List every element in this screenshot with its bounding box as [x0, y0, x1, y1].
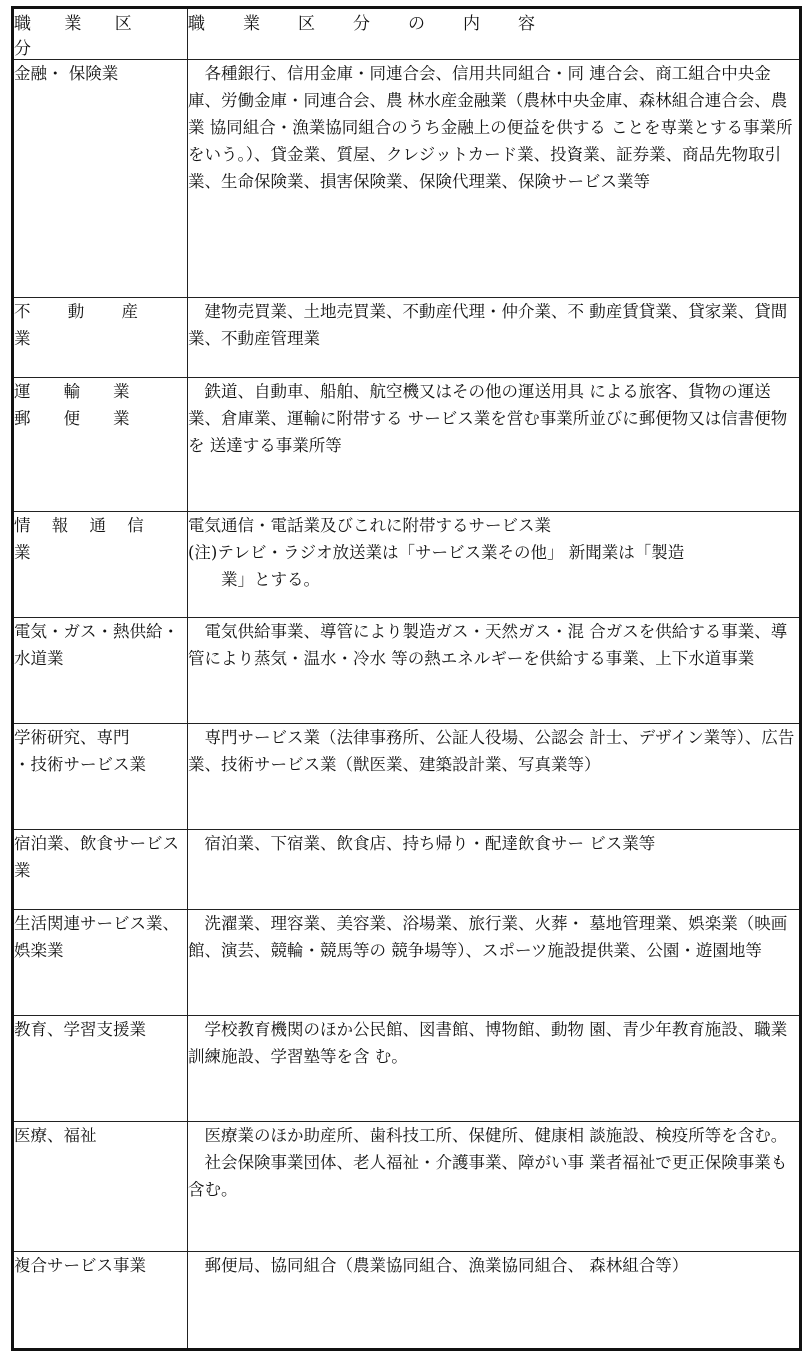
table-row: [13, 910, 801, 1016]
row-category: 学術研究、専門 ・技術サービス業: [13, 724, 188, 830]
row-content: 各種銀行、信用金庫・同連合会、信用共同組合・同 連合会、商工組合中央金庫、労働金庫・同連合会、農 林水産金融業（農林中央金庫、森林組合連合会、農業 協同組合・漁業協同組合のうち金融上の便益を供する ことを専業とする事業所をいう。）、貸金業、質屋、クレジットカード業、投資業、証券業、商品先物取引 業、生命保険業、損害保険業、保険代理業、保険サービス業等: [188, 60, 801, 298]
header-content-char: 内: [463, 14, 480, 34]
header-content: [188, 8, 801, 60]
row-category: 医療、福祉: [13, 1122, 188, 1252]
header-content-char: 容: [518, 14, 535, 34]
header-content-char: の: [408, 14, 425, 34]
table-row: [13, 618, 801, 724]
row-category: 宿泊業、飲食サービス業: [13, 830, 188, 910]
row-content: 郵便局、協同組合（農業協同組合、漁業協同組合、 森林組合等）: [188, 1252, 801, 1350]
row-content: 建物売買業、土地売買業、不動産代理・仲介業、不 動産賃貸業、貸家業、貸間業、不動産管理業: [188, 298, 801, 378]
row-content: 電気供給事業、導管により製造ガス・天然ガス・混 合ガスを供給する事業、導管により蒸気・温水・冷水 等の熱エネルギーを供給する事業、上下水道事業: [188, 618, 801, 724]
table-row: [13, 1122, 801, 1252]
occupation-category-table: [11, 6, 802, 1351]
row-category: 生活関連サービス業、娯楽業: [13, 910, 188, 1016]
table-row: [13, 298, 801, 378]
row-category: 教育、学習支援業: [13, 1016, 188, 1122]
row-category: 複合サービス事業: [13, 1252, 188, 1350]
header-content-char: 職: [188, 14, 205, 34]
table-row: [13, 1252, 801, 1350]
row-category: 電気・ガス・熱供給・水道業: [13, 618, 188, 724]
row-category: 情 報 通 信 業: [13, 512, 188, 618]
table-row: [13, 378, 801, 512]
row-content: 専門サービス業（法律事務所、公証人役場、公認会 計士、デザイン業等）、広告業、技術サービス業（獣医業、建築設計業、写真業等）: [188, 724, 801, 830]
table-header-row: [13, 8, 801, 60]
header-category: 職 業 区 分: [13, 8, 188, 60]
header-content-char: 業: [243, 14, 260, 34]
row-content: 学校教育機関のほか公民館、図書館、博物館、動物 園、青少年教育施設、職業訓練施設、学習塾等を含 む。: [188, 1016, 801, 1122]
row-category: 金融・ 保険業: [13, 60, 188, 298]
table-row: [13, 830, 801, 910]
table-row: [13, 512, 801, 618]
table-row: [13, 1016, 801, 1122]
row-content: 鉄道、自動車、船舶、航空機又はその他の運送用具 による旅客、貨物の運送業、倉庫業、運輸に附帯する サービス業を営む事業所並びに郵便物又は信書便物を 送達する事業所等: [188, 378, 801, 512]
row-content: 電気通信・電話業及びこれに附帯するサービス業 (注)テレビ・ラジオ放送業は「サービス業その他」 新聞業は「製造 業」とする。: [188, 512, 801, 618]
table-row: [13, 60, 801, 298]
row-content: 洗濯業、理容業、美容業、浴場業、旅行業、火葬・ 墓地管理業、娯楽業（映画館、演芸、競輪・競馬等の 競争場等）、スポーツ施設提供業、公園・遊園地等: [188, 910, 801, 1016]
row-content: 宿泊業、下宿業、飲食店、持ち帰り・配達飲食サー ビス業等: [188, 830, 801, 910]
header-content-char: 区: [298, 14, 315, 34]
row-content: 医療業のほか助産所、歯科技工所、保健所、健康相 談施設、検疫所等を含む。 社会保険事業団体、老人福祉・介護事業、障がい事 業者福祉で更正保険事業も含む。: [188, 1122, 801, 1252]
table-row: [13, 724, 801, 830]
header-content-char: 分: [353, 14, 370, 34]
row-category: 運 輸 業 郵 便 業: [13, 378, 188, 512]
row-category: 不 動 産 業: [13, 298, 188, 378]
